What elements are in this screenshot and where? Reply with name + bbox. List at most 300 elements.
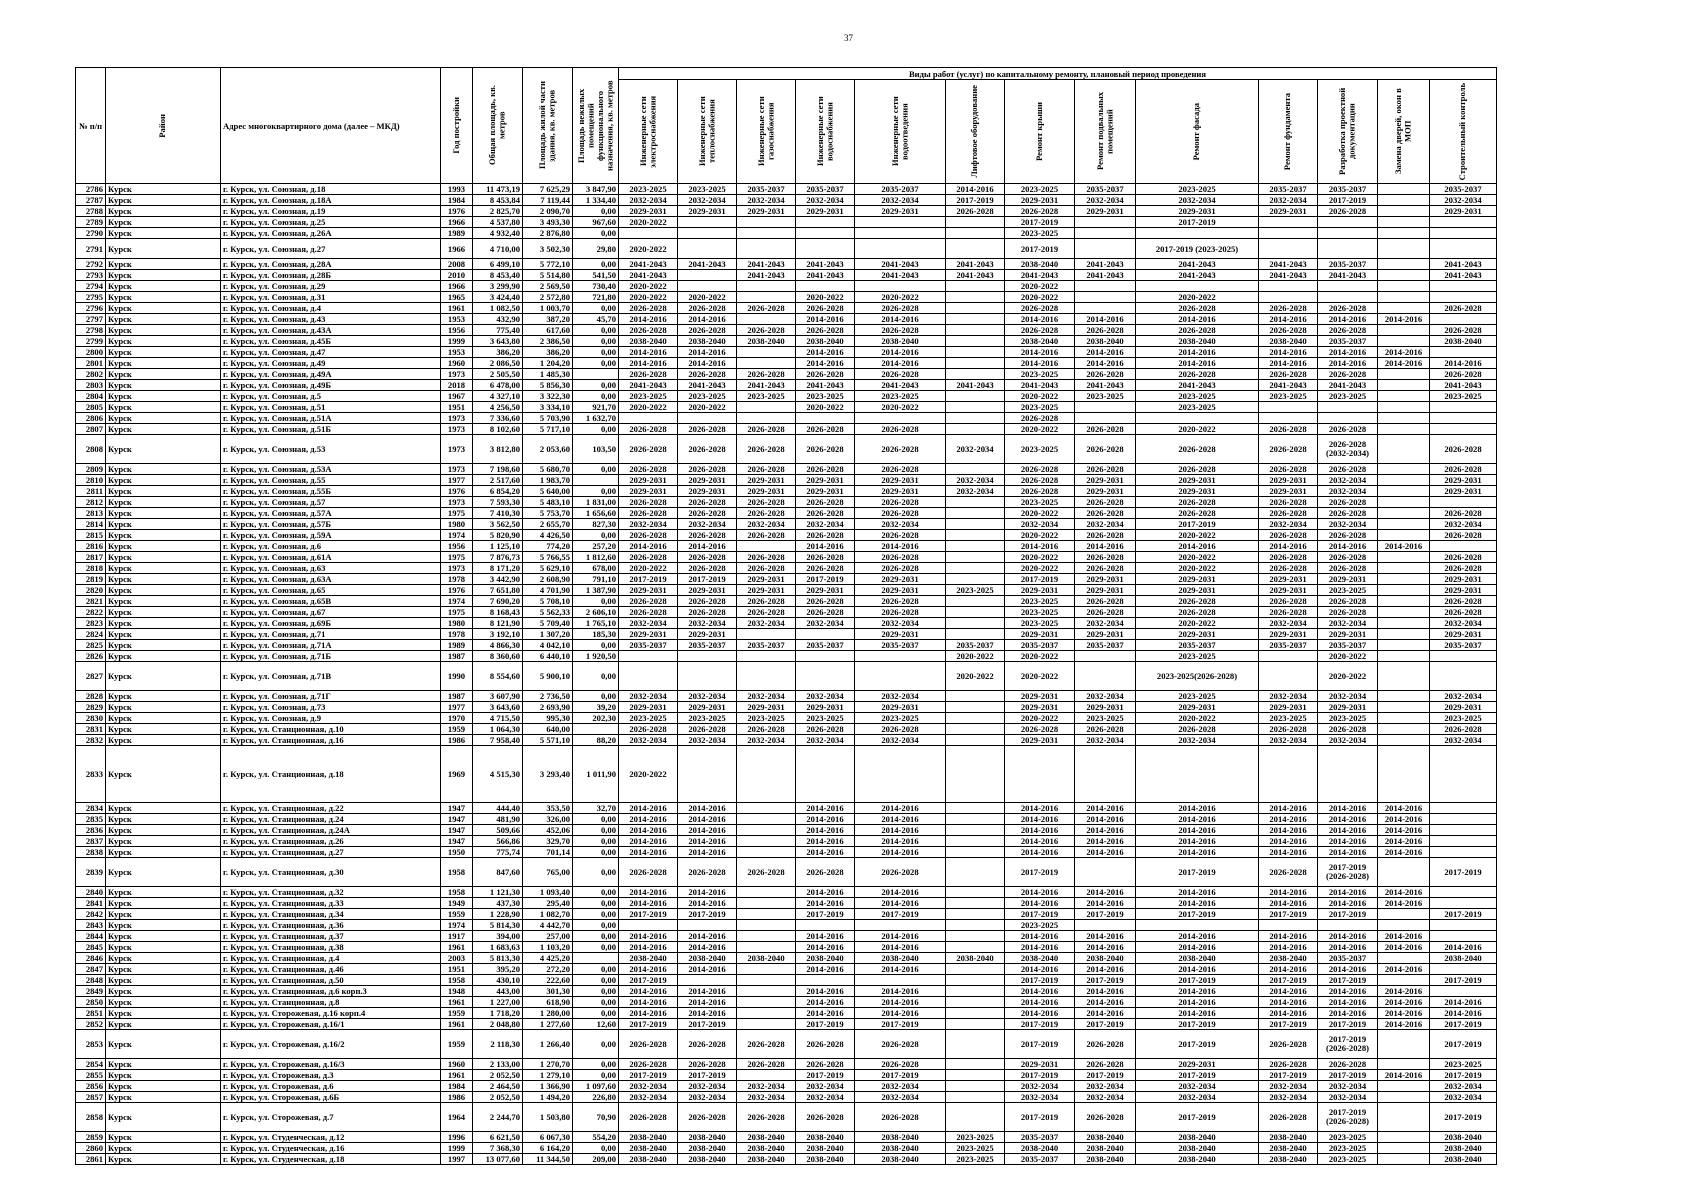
cell-heating: 2020-2022 — [678, 402, 737, 413]
cell-area-nonres: 0,00 — [573, 1059, 619, 1070]
cell-foundation — [1259, 746, 1318, 803]
cell-district: Курск — [106, 1070, 221, 1081]
cell-facade: 2026-2028 — [1136, 303, 1259, 314]
cell-elevator — [946, 1059, 1005, 1070]
cell-foundation: 2017-2019 — [1259, 909, 1318, 920]
cell-construction-control: 2032-2034 — [1430, 618, 1497, 629]
cell-sewerage: 2026-2028 — [855, 464, 946, 475]
cell-heating: 2026-2028 — [678, 552, 737, 563]
cell-heating: 2026-2028 — [678, 497, 737, 508]
cell-roof: 2029-2031 — [1005, 629, 1075, 640]
cell-water: 2020-2022 — [796, 292, 855, 303]
cell-facade: 2017-2019 — [1136, 975, 1259, 986]
cell-address: г. Курск, ул. Союзная, д.9 — [221, 713, 441, 724]
cell-district: Курск — [106, 735, 221, 746]
cell-design-docs — [1318, 228, 1378, 239]
cell-area-total: 3 424,40 — [473, 292, 523, 303]
cell-doors-windows — [1378, 239, 1430, 259]
cell-sewerage: 2029-2031 — [855, 702, 946, 713]
cell-electricity: 2026-2028 — [619, 303, 678, 314]
cell-water: 2026-2028 — [796, 508, 855, 519]
cell-basement: 2041-2043 — [1075, 380, 1136, 391]
cell-heating: 2020-2022 — [678, 292, 737, 303]
cell-doors-windows: 2014-2016 — [1378, 997, 1430, 1008]
cell-design-docs: 2014-2016 — [1318, 997, 1378, 1008]
cell-design-docs: 2023-2025 — [1318, 585, 1378, 596]
cell-district: Курск — [106, 380, 221, 391]
cell-construction-control: 2032-2034 — [1430, 1092, 1497, 1103]
cell-roof: 2020-2022 — [1005, 713, 1075, 724]
cell-roof: 2026-2028 — [1005, 325, 1075, 336]
cell-roof: 2014-2016 — [1005, 314, 1075, 325]
cell-facade: 2014-2016 — [1136, 847, 1259, 858]
table-row — [76, 931, 1497, 942]
cell-facade: 2017-2019 — [1136, 858, 1259, 887]
cell-no: 2802 — [76, 369, 106, 380]
cell-area-total: 8 360,60 — [473, 651, 523, 662]
cell-area-total: 11 473,19 — [473, 184, 523, 195]
header-works-group: Виды работ (услуг) по капитальному ремонту, плановый период проведения — [619, 68, 1497, 80]
header-district: Район — [106, 68, 221, 184]
cell-address: г. Курск, ул. Станционная, д.26 — [221, 836, 441, 847]
cell-area-total: 3 562,50 — [473, 519, 523, 530]
cell-basement: 2026-2028 — [1075, 1030, 1136, 1059]
cell-electricity: 2029-2031 — [619, 206, 678, 217]
cell-roof: 2017-2019 — [1005, 574, 1075, 585]
cell-roof: 2020-2022 — [1005, 563, 1075, 574]
cell-design-docs: 2014-2016 — [1318, 931, 1378, 942]
cell-elevator: 2023-2025 — [946, 1132, 1005, 1143]
cell-sewerage: 2026-2028 — [855, 303, 946, 314]
cell-heating — [678, 975, 737, 986]
cell-heating: 2026-2028 — [678, 724, 737, 735]
cell-area-nonres: 29,80 — [573, 239, 619, 259]
cell-address: г. Курск, ул. Союзная, д.53 — [221, 435, 441, 464]
cell-construction-control — [1430, 746, 1497, 803]
cell-address: г. Курск, ул. Станционная, д.38 — [221, 942, 441, 953]
cell-area-living: 617,60 — [523, 325, 573, 336]
cell-basement: 2014-2016 — [1075, 836, 1136, 847]
cell-area-nonres: 0,00 — [573, 486, 619, 497]
cell-foundation: 2026-2028 — [1259, 552, 1318, 563]
cell-construction-control — [1430, 239, 1497, 259]
cell-gas — [737, 746, 796, 803]
cell-construction-control: 2026-2028 — [1430, 724, 1497, 735]
cell-no: 2841 — [76, 898, 106, 909]
cell-heating: 2017-2019 — [678, 1019, 737, 1030]
table-row — [76, 1132, 1497, 1143]
cell-year: 1958 — [441, 858, 473, 887]
cell-no: 2860 — [76, 1143, 106, 1154]
cell-water: 2014-2016 — [796, 887, 855, 898]
table-row — [76, 281, 1497, 292]
table-row — [76, 1092, 1497, 1103]
cell-doors-windows: 2014-2016 — [1378, 847, 1430, 858]
cell-basement: 2014-2016 — [1075, 997, 1136, 1008]
cell-area-nonres: 0,00 — [573, 975, 619, 986]
cell-area-nonres — [573, 953, 619, 964]
cell-facade: 2017-2019 — [1136, 519, 1259, 530]
cell-no: 2850 — [76, 997, 106, 1008]
cell-sewerage: 2026-2028 — [855, 1030, 946, 1059]
cell-foundation — [1259, 239, 1318, 259]
cell-area-total: 1 064,30 — [473, 724, 523, 735]
cell-basement: 2017-2019 — [1075, 975, 1136, 986]
cell-year: 1975 — [441, 607, 473, 618]
cell-facade: 2032-2034 — [1136, 735, 1259, 746]
cell-water: 2032-2034 — [796, 195, 855, 206]
cell-district: Курск — [106, 1154, 221, 1165]
cell-construction-control: 2029-2031 — [1430, 475, 1497, 486]
cell-basement: 2026-2028 — [1075, 508, 1136, 519]
cell-area-nonres: 202,30 — [573, 713, 619, 724]
cell-district: Курск — [106, 803, 221, 814]
cell-facade: 2038-2040 — [1136, 336, 1259, 347]
table-row — [76, 964, 1497, 975]
cell-gas: 2035-2037 — [737, 640, 796, 651]
cell-heating: 2017-2019 — [678, 574, 737, 585]
table-row — [76, 825, 1497, 836]
cell-design-docs: 2017-2019 — [1318, 909, 1378, 920]
cell-no: 2818 — [76, 563, 106, 574]
cell-doors-windows — [1378, 270, 1430, 281]
cell-address: г. Курск, ул. Союзная, д.73 — [221, 702, 441, 713]
cell-basement — [1075, 746, 1136, 803]
cell-heating: 2026-2028 — [678, 858, 737, 887]
cell-address: г. Курск, ул. Союзная, д.71 — [221, 629, 441, 640]
cell-construction-control: 2029-2031 — [1430, 574, 1497, 585]
cell-area-living: 1 494,20 — [523, 1092, 573, 1103]
cell-sewerage: 2032-2034 — [855, 519, 946, 530]
cell-doors-windows — [1378, 402, 1430, 413]
cell-facade: 2017-2019 — [1136, 909, 1259, 920]
cell-address: г. Курск, ул. Союзная, д.29 — [221, 281, 441, 292]
cell-roof: 2014-2016 — [1005, 347, 1075, 358]
cell-construction-control: 2038-2040 — [1430, 336, 1497, 347]
cell-no: 2806 — [76, 413, 106, 424]
cell-foundation: 2032-2034 — [1259, 691, 1318, 702]
cell-elevator — [946, 607, 1005, 618]
cell-water: 2014-2016 — [796, 898, 855, 909]
cell-construction-control: 2017-2019 — [1430, 909, 1497, 920]
cell-foundation: 2038-2040 — [1259, 1154, 1318, 1165]
table-row — [76, 336, 1497, 347]
cell-doors-windows — [1378, 391, 1430, 402]
cell-year: 1947 — [441, 836, 473, 847]
cell-district: Курск — [106, 702, 221, 713]
cell-no: 2789 — [76, 217, 106, 228]
cell-year: 1973 — [441, 497, 473, 508]
cell-foundation: 2026-2028 — [1259, 1059, 1318, 1070]
cell-design-docs — [1318, 402, 1378, 413]
cell-water: 2026-2028 — [796, 607, 855, 618]
cell-district: Курск — [106, 1059, 221, 1070]
cell-electricity: 2026-2028 — [619, 497, 678, 508]
cell-address: г. Курск, ул. Союзная, д.71Г — [221, 691, 441, 702]
cell-district: Курск — [106, 1019, 221, 1030]
table-row — [76, 259, 1497, 270]
cell-area-living: 5 708,10 — [523, 596, 573, 607]
cell-facade: 2017-2019 — [1136, 217, 1259, 228]
cell-area-nonres: 0,00 — [573, 325, 619, 336]
cell-elevator — [946, 724, 1005, 735]
cell-gas: 2032-2034 — [737, 195, 796, 206]
cell-elevator: 2032-2034 — [946, 486, 1005, 497]
cell-elevator: 2014-2016 — [946, 184, 1005, 195]
cell-district: Курск — [106, 1143, 221, 1154]
cell-water: 2014-2016 — [796, 358, 855, 369]
cell-water: 2014-2016 — [796, 814, 855, 825]
cell-basement: 2017-2019 — [1075, 1019, 1136, 1030]
cell-no: 2825 — [76, 640, 106, 651]
cell-year: 1978 — [441, 574, 473, 585]
cell-area-nonres: 0,00 — [573, 206, 619, 217]
cell-gas — [737, 413, 796, 424]
cell-district: Курск — [106, 1030, 221, 1059]
cell-address: г. Курск, ул. Союзная, д.47 — [221, 347, 441, 358]
cell-water: 2017-2019 — [796, 1019, 855, 1030]
cell-construction-control: 2026-2028 — [1430, 325, 1497, 336]
table-row — [76, 596, 1497, 607]
cell-design-docs: 2032-2034 — [1318, 691, 1378, 702]
cell-year: 1959 — [441, 724, 473, 735]
cell-electricity: 2023-2025 — [619, 713, 678, 724]
cell-heating: 2014-2016 — [678, 358, 737, 369]
cell-elevator — [946, 964, 1005, 975]
cell-no: 2858 — [76, 1103, 106, 1132]
cell-area-nonres: 0,00 — [573, 596, 619, 607]
cell-no: 2797 — [76, 314, 106, 325]
cell-electricity: 2032-2034 — [619, 195, 678, 206]
cell-design-docs: 2023-2025 — [1318, 391, 1378, 402]
cell-heating: 2038-2040 — [678, 1143, 737, 1154]
cell-area-living: 618,90 — [523, 997, 573, 1008]
cell-area-living: 329,70 — [523, 836, 573, 847]
cell-area-living: 6 067,30 — [523, 1132, 573, 1143]
cell-elevator — [946, 239, 1005, 259]
cell-area-living: 995,30 — [523, 713, 573, 724]
cell-foundation: 2014-2016 — [1259, 347, 1318, 358]
cell-address: г. Курск, ул. Союзная, д.69Б — [221, 618, 441, 629]
cell-area-living: 4 425,20 — [523, 953, 573, 964]
cell-design-docs: 2026-2028 — [1318, 596, 1378, 607]
cell-elevator: 2032-2034 — [946, 475, 1005, 486]
cell-elevator — [946, 858, 1005, 887]
cell-elevator — [946, 217, 1005, 228]
cell-area-nonres: 0,00 — [573, 814, 619, 825]
cell-address: г. Курск, ул. Станционная, д.6 корп.3 — [221, 986, 441, 997]
cell-construction-control — [1430, 898, 1497, 909]
cell-elevator — [946, 1081, 1005, 1092]
cell-basement: 2041-2043 — [1075, 259, 1136, 270]
table-row — [76, 803, 1497, 814]
cell-year: 1977 — [441, 702, 473, 713]
cell-construction-control: 2014-2016 — [1430, 942, 1497, 953]
cell-area-nonres: 967,60 — [573, 217, 619, 228]
cell-basement: 2032-2034 — [1075, 1081, 1136, 1092]
cell-area-total: 4 932,40 — [473, 228, 523, 239]
cell-electricity: 2026-2028 — [619, 424, 678, 435]
cell-area-living: 1 103,20 — [523, 942, 573, 953]
cell-construction-control: 2038-2040 — [1430, 1154, 1497, 1165]
cell-sewerage: 2014-2016 — [855, 814, 946, 825]
cell-sewerage: 2014-2016 — [855, 986, 946, 997]
cell-no: 2800 — [76, 347, 106, 358]
header-work-basement: Ремонт подвальных помещений — [1075, 80, 1136, 184]
cell-area-nonres: 0,00 — [573, 464, 619, 475]
cell-address: г. Курск, ул. Союзная, д.4 — [221, 303, 441, 314]
cell-area-total: 7 336,60 — [473, 413, 523, 424]
cell-facade: 2032-2034 — [1136, 1092, 1259, 1103]
table-row — [76, 702, 1497, 713]
cell-area-living: 7 119,44 — [523, 195, 573, 206]
cell-basement — [1075, 651, 1136, 662]
cell-gas — [737, 942, 796, 953]
cell-roof: 2017-2019 — [1005, 217, 1075, 228]
cell-heating: 2038-2040 — [678, 953, 737, 964]
cell-doors-windows — [1378, 552, 1430, 563]
cell-doors-windows — [1378, 336, 1430, 347]
cell-water: 2032-2034 — [796, 519, 855, 530]
table-row — [76, 347, 1497, 358]
cell-construction-control: 2041-2043 — [1430, 270, 1497, 281]
cell-no: 2859 — [76, 1132, 106, 1143]
cell-area-nonres: 921,70 — [573, 402, 619, 413]
cell-elevator — [946, 402, 1005, 413]
cell-address: г. Курск, ул. Станционная, д.32 — [221, 887, 441, 898]
cell-facade: 2038-2040 — [1136, 1143, 1259, 1154]
cell-electricity: 2014-2016 — [619, 541, 678, 552]
cell-sewerage: 2026-2028 — [855, 530, 946, 541]
cell-doors-windows — [1378, 858, 1430, 887]
cell-address: г. Курск, ул. Союзная, д.6 — [221, 541, 441, 552]
cell-year: 1973 — [441, 369, 473, 380]
cell-area-total: 481,90 — [473, 814, 523, 825]
cell-construction-control: 2017-2019 — [1430, 1019, 1497, 1030]
cell-district: Курск — [106, 325, 221, 336]
cell-gas: 2026-2028 — [737, 607, 796, 618]
cell-water: 2026-2028 — [796, 596, 855, 607]
cell-design-docs: 2014-2016 — [1318, 814, 1378, 825]
cell-heating — [678, 920, 737, 931]
cell-area-living: 2 693,90 — [523, 702, 573, 713]
cell-construction-control — [1430, 347, 1497, 358]
cell-doors-windows — [1378, 909, 1430, 920]
cell-gas: 2029-2031 — [737, 486, 796, 497]
cell-district: Курск — [106, 303, 221, 314]
cell-elevator — [946, 1092, 1005, 1103]
cell-area-living: 2 090,70 — [523, 206, 573, 217]
cell-area-total: 3 643,80 — [473, 336, 523, 347]
cell-area-total: 1 125,10 — [473, 541, 523, 552]
cell-foundation: 2026-2028 — [1259, 508, 1318, 519]
cell-district: Курск — [106, 713, 221, 724]
cell-gas: 2038-2040 — [737, 1154, 796, 1165]
cell-design-docs: 2035-2037 — [1318, 953, 1378, 964]
cell-district: Курск — [106, 270, 221, 281]
cell-doors-windows: 2014-2016 — [1378, 942, 1430, 953]
cell-district: Курск — [106, 206, 221, 217]
cell-district: Курск — [106, 541, 221, 552]
cell-heating: 2014-2016 — [678, 898, 737, 909]
table-row — [76, 942, 1497, 953]
cell-area-living: 1 093,40 — [523, 887, 573, 898]
cell-water: 2032-2034 — [796, 1081, 855, 1092]
cell-design-docs: 2026-2028 — [1318, 369, 1378, 380]
cell-year: 1917 — [441, 931, 473, 942]
cell-facade — [1136, 746, 1259, 803]
cell-elevator — [946, 563, 1005, 574]
cell-area-nonres: 0,00 — [573, 858, 619, 887]
cell-elevator — [946, 497, 1005, 508]
cell-elevator — [946, 942, 1005, 953]
cell-basement: 2014-2016 — [1075, 898, 1136, 909]
cell-sewerage: 2014-2016 — [855, 898, 946, 909]
cell-area-nonres: 0,00 — [573, 303, 619, 314]
cell-facade: 2026-2028 — [1136, 325, 1259, 336]
cell-area-living: 1 307,20 — [523, 629, 573, 640]
cell-electricity: 2014-2016 — [619, 1008, 678, 1019]
cell-water — [796, 413, 855, 424]
cell-water: 2014-2016 — [796, 541, 855, 552]
table-row — [76, 217, 1497, 228]
cell-area-nonres: 0,00 — [573, 530, 619, 541]
cell-elevator — [946, 292, 1005, 303]
cell-foundation: 2026-2028 — [1259, 1030, 1318, 1059]
cell-electricity: 2020-2022 — [619, 239, 678, 259]
cell-area-living: 2 655,70 — [523, 519, 573, 530]
cell-construction-control — [1430, 541, 1497, 552]
cell-no: 2839 — [76, 858, 106, 887]
cell-water — [796, 239, 855, 259]
cell-foundation: 2014-2016 — [1259, 931, 1318, 942]
cell-design-docs: 2041-2043 — [1318, 380, 1378, 391]
cell-construction-control: 2029-2031 — [1430, 702, 1497, 713]
cell-basement: 2026-2028 — [1075, 325, 1136, 336]
cell-area-living: 5 680,70 — [523, 464, 573, 475]
cell-area-nonres: 32,70 — [573, 803, 619, 814]
cell-gas — [737, 898, 796, 909]
cell-area-living: 5 571,10 — [523, 735, 573, 746]
cell-area-total: 2 052,50 — [473, 1092, 523, 1103]
cell-foundation: 2032-2034 — [1259, 519, 1318, 530]
cell-district: Курск — [106, 358, 221, 369]
cell-water: 2038-2040 — [796, 336, 855, 347]
cell-gas: 2026-2028 — [737, 596, 796, 607]
cell-area-total: 8 168,43 — [473, 607, 523, 618]
cell-doors-windows — [1378, 1059, 1430, 1070]
cell-district: Курск — [106, 746, 221, 803]
cell-roof: 2017-2019 — [1005, 909, 1075, 920]
cell-heating: 2017-2019 — [678, 909, 737, 920]
cell-construction-control: 2026-2028 — [1430, 530, 1497, 541]
cell-water: 2014-2016 — [796, 986, 855, 997]
header-work-construction-control: Строительный контроль — [1430, 80, 1497, 184]
cell-heating: 2032-2034 — [678, 735, 737, 746]
cell-roof: 2017-2019 — [1005, 1070, 1075, 1081]
cell-water: 2014-2016 — [796, 347, 855, 358]
cell-no: 2857 — [76, 1092, 106, 1103]
cell-year: 2018 — [441, 380, 473, 391]
cell-water: 2014-2016 — [796, 964, 855, 975]
table-row — [76, 486, 1497, 497]
cell-year: 1959 — [441, 1008, 473, 1019]
cell-electricity: 2038-2040 — [619, 1143, 678, 1154]
cell-no: 2795 — [76, 292, 106, 303]
cell-elevator — [946, 887, 1005, 898]
cell-heating: 2026-2028 — [678, 369, 737, 380]
cell-elevator — [946, 618, 1005, 629]
